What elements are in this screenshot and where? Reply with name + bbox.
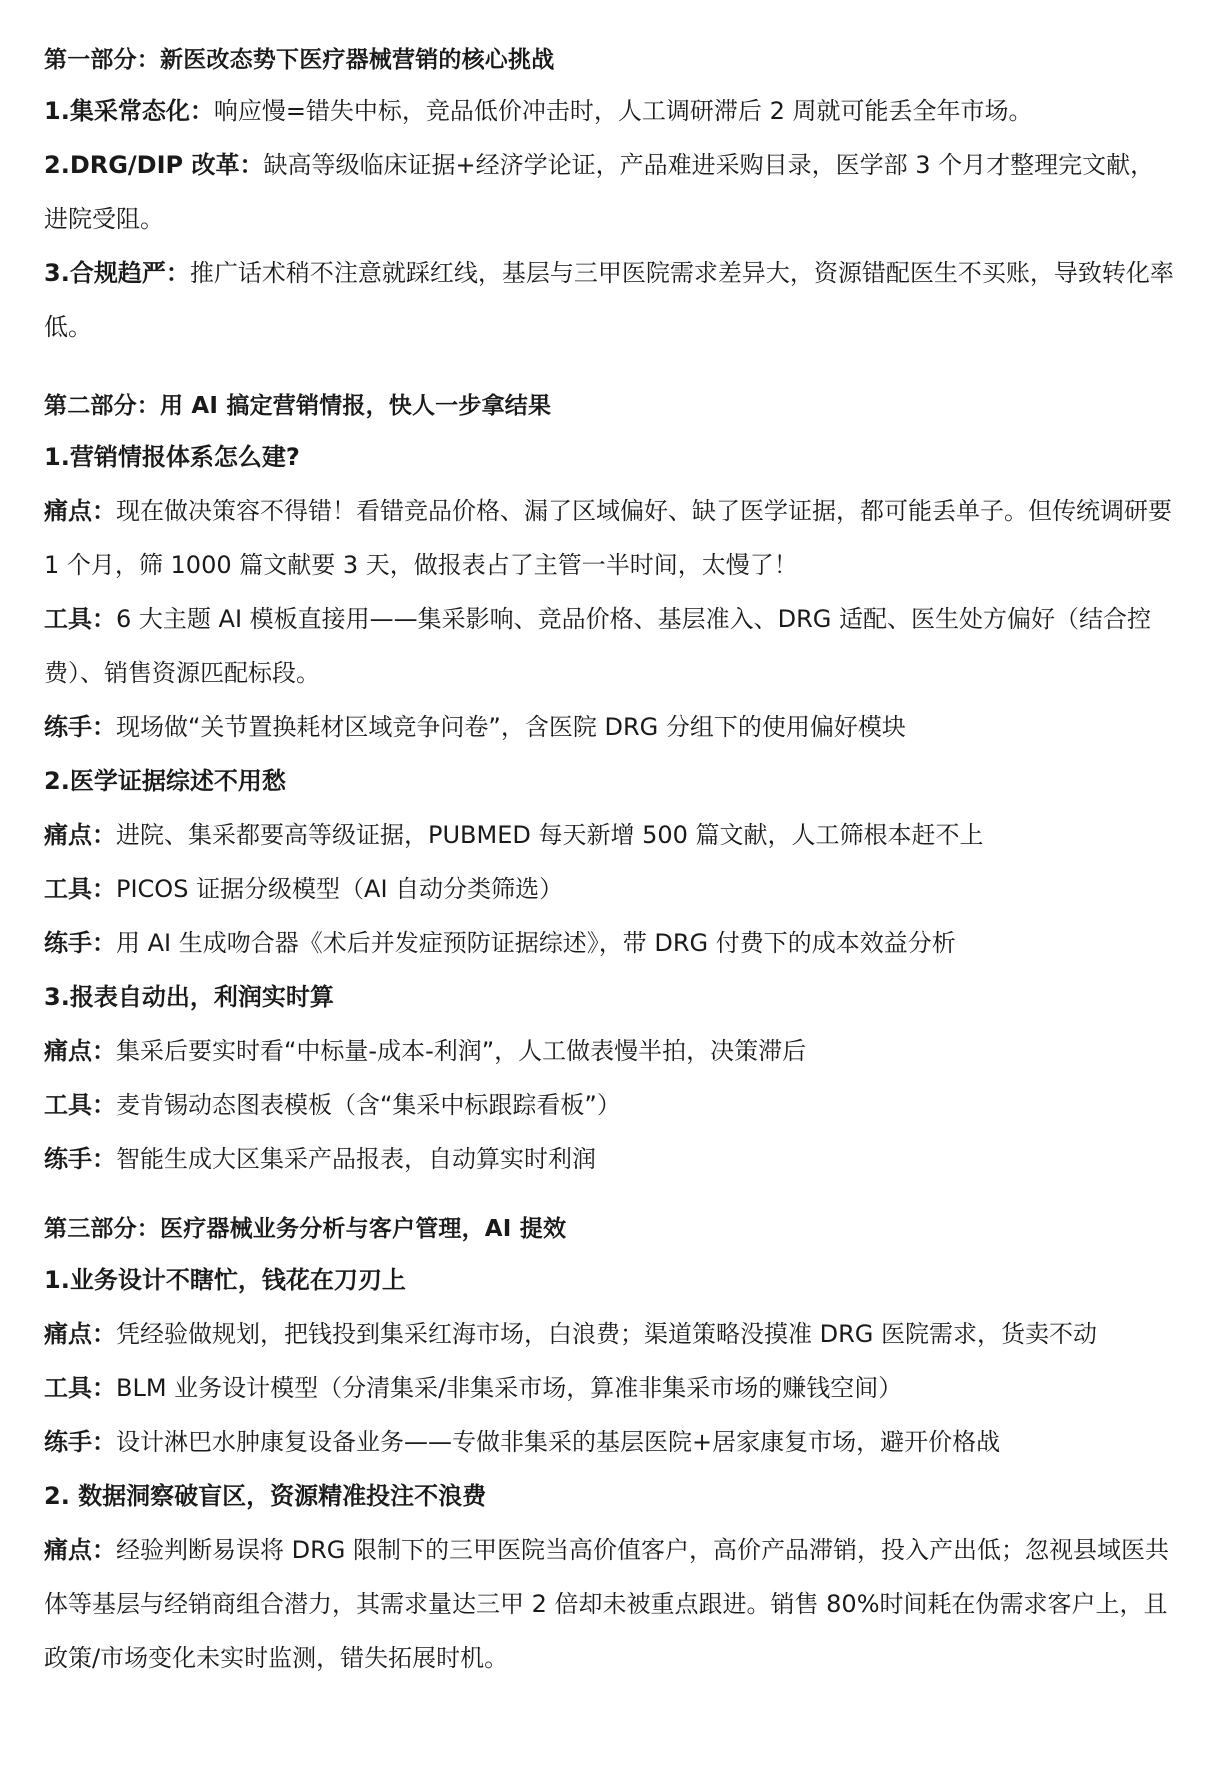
row-lead: 工具： xyxy=(44,1091,116,1119)
part2-g2-row-3 xyxy=(44,925,1175,961)
row-lead: 练手： xyxy=(44,1428,116,1456)
row-text: 现在做决策容不得错！看错竞品价格、漏了区域偏好、缺了医学证据，都可能丢单子。但传统调研要 1 个月，筛 1000 篇文献要 3 天，做报表占了主管一半时间，太慢了！ xyxy=(44,497,1172,579)
section-title-part1: 第一部分：新医改态势下医疗器械营销的核心挑战 xyxy=(44,47,555,73)
row-text: 麦肯锡动态图表模板（含“集采中标跟踪看板”） xyxy=(116,1091,621,1119)
row-lead: 练手： xyxy=(44,713,116,741)
part1-item-2 xyxy=(44,138,1175,246)
part2-heading-1: 1.营销情报体系怎么建? xyxy=(44,443,300,471)
row-lead: 痛点： xyxy=(44,1320,116,1348)
part2-g3-row-1 xyxy=(44,1033,1175,1069)
item-text: 缺高等级临床证据+经济学论证，产品难进采购目录，医学部 3 个月才整理完文献，进院受阻。 xyxy=(44,151,1155,233)
part2-g1-row-2 xyxy=(44,592,1175,700)
item-text: 推广话术稍不注意就踩红线，基层与三甲医院需求差异大，资源错配医生不买账，导致转化率低。 xyxy=(44,259,1174,341)
row-text: 经验判断易误将 DRG 限制下的三甲医院当高价值客户，高价产品滞销，投入产出低；忽视县域医共体等基层与经销商组合潜力，其需求量达三甲 2 倍却未被重点跟进。销售 80%时间耗在伪需求客户上，且政策/市场变化未实时监测，错失拓展时机。 xyxy=(44,1536,1170,1672)
item-lead: 1.集采常态化： xyxy=(44,97,214,125)
row-lead: 工具： xyxy=(44,875,116,903)
row-text: 6 大主题 AI 模板直接用——集采影响、竞品价格、基层准入、DRG 适配、医生处方偏好（结合控费）、销售资源匹配标段。 xyxy=(44,605,1152,687)
part2-g1-row-1 xyxy=(44,484,1175,592)
row-text: 凭经验做规划，把钱投到集采红海市场，白浪费；渠道策略没摸准 DRG 医院需求，货卖不动 xyxy=(116,1320,1098,1348)
row-text: 用 AI 生成吻合器《术后并发症预防证据综述》，带 DRG 付费下的成本效益分析 xyxy=(116,929,956,957)
row-text: PICOS 证据分级模型（AI 自动分类筛选） xyxy=(116,875,564,903)
part3-heading-2: 2. 数据洞察破盲区，资源精准投注不浪费 xyxy=(44,1482,487,1510)
item-lead: 3.合规趋严： xyxy=(44,259,190,287)
part3-heading-1: 1.业务设计不瞎忙，钱花在刀刃上 xyxy=(44,1266,406,1294)
row-lead: 练手： xyxy=(44,1145,116,1173)
row-lead: 痛点： xyxy=(44,1536,116,1564)
row-lead: 痛点： xyxy=(44,1037,116,1065)
item-lead: 2.DRG/DIP 改革： xyxy=(44,151,264,179)
row-lead: 痛点： xyxy=(44,821,116,849)
row-text: BLM 业务设计模型（分清集采/非集采市场，算准非集采市场的赚钱空间） xyxy=(116,1374,903,1402)
row-text: 现场做“关节置换耗材区域竞争问卷”，含医院 DRG 分组下的使用偏好模块 xyxy=(116,713,906,741)
row-text: 进院、集采都要高等级证据，PUBMED 每天新增 500 篇文献，人工筛根本赶不上 xyxy=(116,821,984,849)
item-text: 响应慢=错失中标，竞品低价冲击时，人工调研滞后 2 周就可能丢全年市场。 xyxy=(213,97,1033,125)
part2-g2-row-2 xyxy=(44,871,1175,907)
row-text: 集采后要实时看“中标量-成本-利润”，人工做表慢半拍，决策滞后 xyxy=(116,1037,807,1065)
section-title-part3: 第三部分：医疗器械业务分析与客户管理，AI 提效 xyxy=(44,1216,567,1242)
part2-g1-row-3 xyxy=(44,709,1175,745)
row-lead: 练手： xyxy=(44,929,116,957)
section-title-part2: 第二部分：用 AI 搞定营销情报，快人一步拿结果 xyxy=(44,393,552,419)
part2-g3-row-3 xyxy=(44,1141,1175,1177)
part3-g1-row-1 xyxy=(44,1316,1175,1352)
row-text: 智能生成大区集采产品报表，自动算实时利润 xyxy=(116,1145,596,1173)
row-text: 设计淋巴水肿康复设备业务——专做非集采的基层医院+居家康复市场，避开价格战 xyxy=(116,1428,1001,1456)
part1-item-1 xyxy=(44,93,1175,129)
part3-g1-row-3 xyxy=(44,1424,1175,1460)
part2-g3-row-2 xyxy=(44,1087,1175,1123)
part2-heading-3: 3.报表自动出，利润实时算 xyxy=(44,983,334,1011)
part3-g1-row-2 xyxy=(44,1370,1175,1406)
row-lead: 工具： xyxy=(44,605,116,633)
part2-heading-2: 2.医学证据综述不用愁 xyxy=(44,767,286,795)
row-lead: 工具： xyxy=(44,1374,116,1402)
row-lead: 痛点： xyxy=(44,497,116,525)
part1-item-3 xyxy=(44,246,1175,354)
part3-g2-row-1 xyxy=(44,1523,1175,1685)
part2-g2-row-1 xyxy=(44,817,1175,853)
